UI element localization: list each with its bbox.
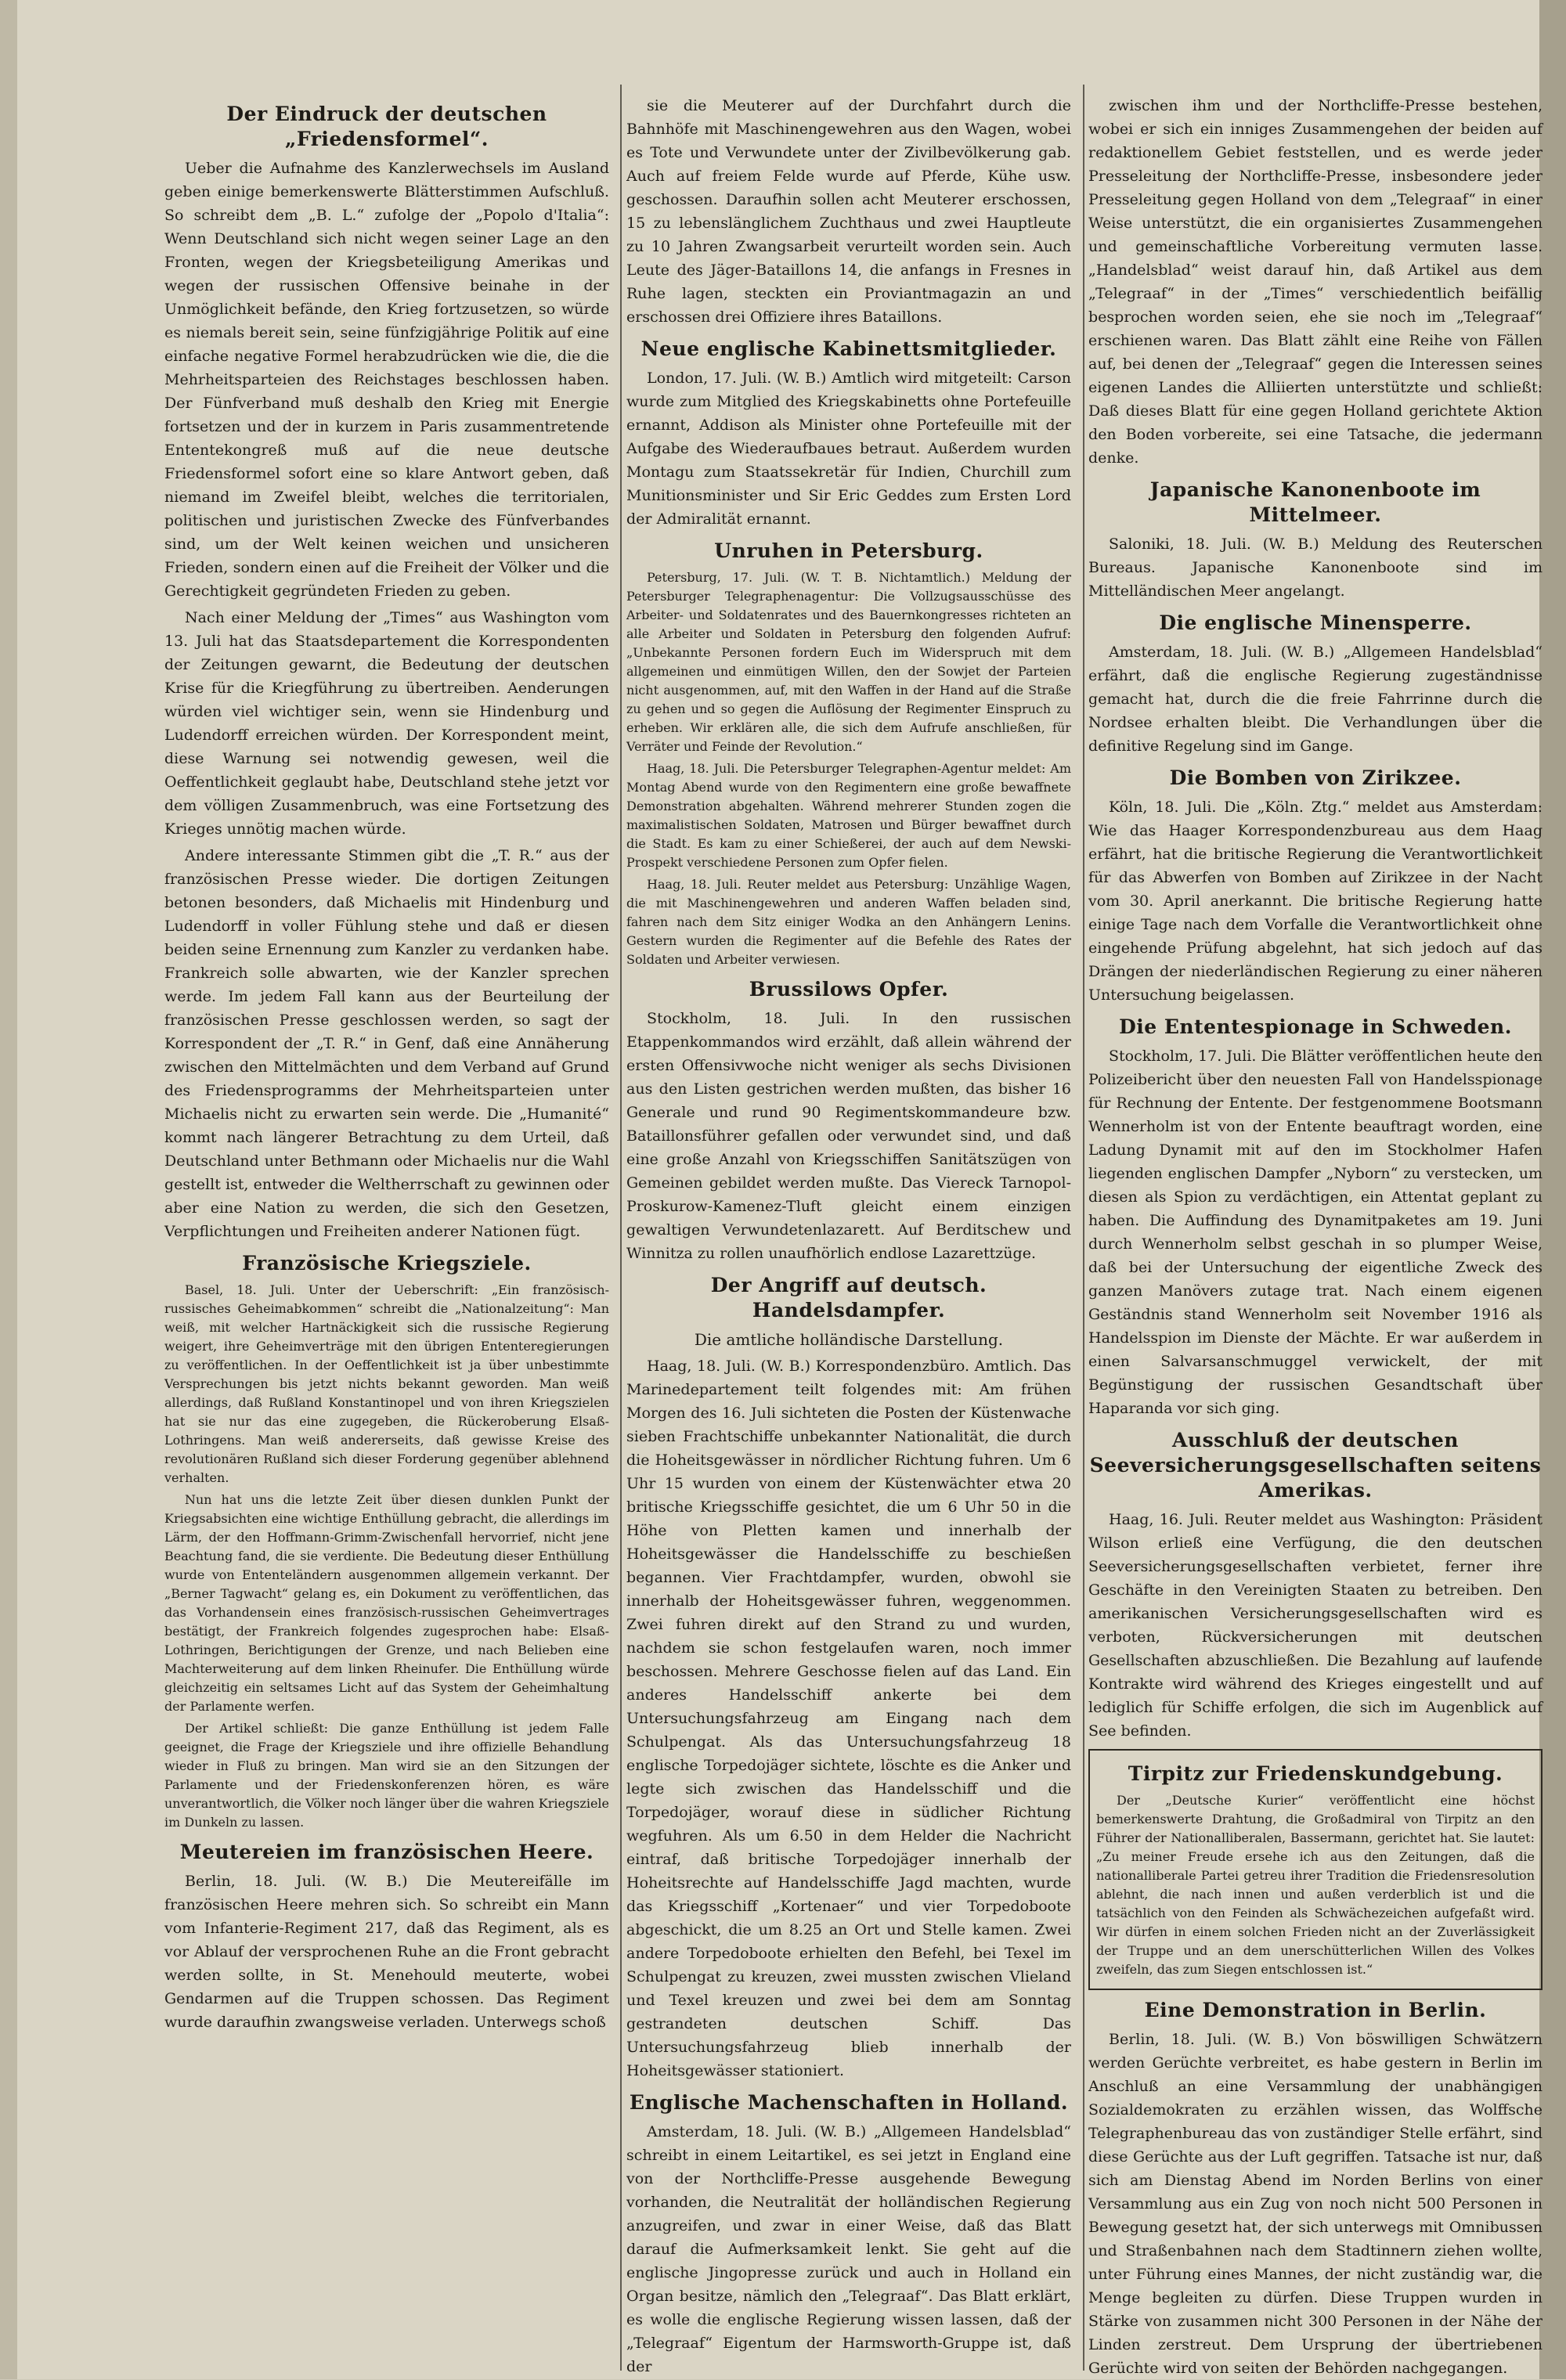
article-paragraph: Köln, 18. Juli. Die „Köln. Ztg.“ meldet aus Amsterdam: Wie das Haager Korrespondenzbureau aus dem Haag erfährt, hat die britische Regierung die Verantwortlichkeit für das Abwerfen von Bomben auf Zirikzee in der Nacht vom 30. April anerkannt. Die britische Regierung hatte einige Tage nach dem Vorfalle die Verantwortlichkeit ohne eingehende Prüfung abgelehnt, hat sich jedoch auf das Drängen der niederländischen Regierung zu einer näheren Untersuchung beigelassen.: [1088, 799, 1543, 1004]
article-paragraph: Stockholm, 17. Juli. Die Blätter veröffentlichen heute den Polizeibericht über den neuesten Fall von Handelsspionage für Rechnung der Entente. Der festgenommene Bootsmann Wennerholm ist von der Entente beauftragt worden, eine Ladung Dynamit mit auf den im Stockholmer Hafen liegenden englischen Dampfer „Nyborn“ zu verstecken, um diesen als Spion zu verdächtigen, ein Attentat geplant zu haben. Die Auffindung des Dynamitpaketes am 19. Juni durch Wennerholm selbst geschah in so plumper Weise, daß bei der Untersuchung der eigentliche Zweck des ganzen Manövers zutage trat. Nach einem eigenen Geständnis stand Wennerholm seit November 1916 als Handelsspion im Dienste der Mächte. Er war außerdem in einen Salvarsanschmuggel verwickelt, der mit Begünstigung der russischen Gesandtschaft über Haparanda vor sich ging.: [1088, 1048, 1543, 1417]
page-edge-right: [1539, 0, 1566, 2379]
article-paragraph: Amsterdam, 18. Juli. (W. B.) „Allgemeen Handelsblad“ schreibt in einem Leitartikel, es sei jetzt in England eine von der Northcliffe-Presse ausgehende Bewegung vorhanden, die Neutralität der holländischen Regierung anzugreifen, und zwar in einer Weise, daß das Blatt darauf die Aufmerksamkeit lenkt. Sie geht auf die englische Jingopresse zurück und auch in Holland ein Organ besitze, nämlich den „Telegraaf“. Das Blatt erklärt, es wolle die englische Regierung wissen lassen, daß der „Telegraaf“ Eigentum der Harmsworth-Gruppe ist, daß der: [626, 2123, 1071, 2375]
article-paragraph: Haag, 16. Juli. Reuter meldet aus Washington: Präsident Wilson erließ eine Verfügung, die den deutschen Seeversicherungsgesellschaften verbietet, ferner ihre Geschäfte in den Vereinigten Staaten zu betreiben. Den amerikanischen Versicherungsgesellschaften wird es verboten, Rückversicherungen mit deutschen Gesellschaften abzuschließen. Die Bezahlung auf laufende Kontrakte wird während des Krieges eingestellt und auf lediglich für Schiffe erfolgen, die sich im Augenblick auf See befinden.: [1088, 1511, 1543, 1740]
article-paragraph: London, 17. Juli. (W. B.) Amtlich wird mitgeteilt: Carson wurde zum Mitglied des Kriegskabinetts ohne Portefeuille ernannt, Addison als Minister ohne Portefeuille mit der Aufgabe des Wiederaufbaues betraut. Außerdem wurden Montagu zum Staatssekretär für Indien, Churchill zum Munitionsminister und Sir Eric Geddes zum Ersten Lord der Admiralität ernannt.: [626, 370, 1071, 528]
article-paragraph: zwischen ihm und der Northcliffe-Presse bestehen, wobei er sich ein inniges Zusammengehen der beiden auf redaktionellem Gebiet feststellen, und es werde jeder Presseleitung der Northcliffe-Presse, insbesondere jeder Presseleitung gegen Holland von dem „Telegraaf“ in einer Weise unterstützt, die ein organisiertes Zusammengehen und gemeinschaftliche Vorbereitung vermuten lasse. „Handelsblad“ weist darauf hin, daß Artikel aus dem „Telegraaf“ in der „Times“ verschiedentlich beifällig besprochen worden seien, ehe sie noch im „Telegraaf“ erschienen waren. Das Blatt zählt eine Reihe von Fällen auf, bei denen der „Telegraaf“ gegen die Interessen seines eigenen Landes die Alliierten unterstützte und schließt: Daß dieses Blatt für eine gegen Holland gerichtete Aktion den Boden vorbereite, sei eine Tatsache, die jedermann denke.: [1088, 97, 1543, 467]
article-headline: Japanische Kanonenboote im Mittelmeer.: [1149, 478, 1481, 526]
article-paragraph: Der Artikel schließt: Die ganze Enthüllung ist jedem Falle geeignet, die Frage der Kriegsziele und ihre offizielle Behandlung wieder in Fluß zu bringen. Man wird sie an den Sitzungen der Parlamente und der Friedenskonferenzen hören, es wäre unverantwortlich, die Völker noch länger über die wahren Kriegsziele im Dunkeln zu lassen.: [164, 1721, 609, 1830]
column-3: [1088, 94, 1543, 2377]
article-paragraph: Amsterdam, 18. Juli. (W. B.) „Allgemeen Handelsblad“ erfährt, daß die englische Regierung zugeständnisse gemacht hat, durch die die freie Fahrrinne durch die Nordsee erhalten bleibt. Die Verhandlungen über die definitive Regelung sind im Gange.: [1088, 644, 1543, 755]
article-paragraph: Andere interessante Stimmen gibt die „T. R.“ aus der französischen Presse wieder. Die dortigen Zeitungen betonen besonders, daß Michaelis mit Hindenburg und Ludendorff in voller Fühlung stehe und daß er diesen beiden seine Ernennung zum Kanzler zu verdanken habe. Frankreich solle abwarten, wie der Kanzler sprechen werde. Im jedem Fall kann aus der Beurteilung der französischen Presse geschlossen werden, so sagt der Korrespondent der „T. R.“ in Genf, daß eine Annäherung zwischen den Mittelmächten und dem Verband auf Grund des Friedensprogramms der Mehrheitsparteien unter Michaelis nicht zu erwarten sein werde. Die „Humanité“ kommt nach längerer Betrachtung zu dem Urteil, daß Deutschland unter Bethmann oder Michaelis nur die Wahl gestellt ist, entweder die Weltherrschaft zu gewinnen oder aber eine Nation zu werden, die sich den Gesetzen, Verpflichtungen und Freiheiten anderer Nationen fügt.: [164, 847, 609, 1240]
article-paragraph: Petersburg, 17. Juli. (W. T. B. Nichtamtlich.) Meldung der Petersburger Telegraphenagentur: Die Vollzugsausschüsse des Arbeiter- und Soldatenrates und des Bauernkongresses richteten an alle Arbeiter und Soldaten in Petersburg den folgenden Aufruf: „Unbekannte Personen fordern Euch im Widerspruch mit dem allgemeinen und einmütigen Willen, den der Sowjet der Parteien nicht ausgenommen, auf, mit den Waffen in der Hand auf die Straße zu gehen und so gegen die Auflösung der Regimenter Einspruch zu erheben. Wir erklären alle, die sich dem Aufrufe anschließen, für Verräter und Feinde der Revolution.“: [626, 570, 1071, 754]
article-headline: Der Eindruck der deutschen „Friedensformel“.: [226, 103, 547, 150]
article-headline: Englische Machenschaften in Holland.: [629, 2091, 1069, 2114]
article-headline: Unruhen in Petersburg.: [714, 539, 983, 562]
column-2: [626, 94, 1071, 2375]
article-paragraph: Nach einer Meldung der „Times“ aus Washington vom 13. Juli hat das Staatsdepartement die Korrespondenten der Zeitungen gewarnt, die Bedeutung der deutschen Krise für die Kriegführung zu übertreiben. Aenderungen würden viel wichtiger sein, wenn sie Hindenburg und Ludendorff erreichen würden. Der Korrespondent meint, diese Warnung sei notwendig gewesen, weil die Oeffentlichkeit geglaubt habe, Deutschland stehe jetzt vor dem völligen Zusammenbruch, was eine Fortsetzung des Krieges unnötig machen würde.: [164, 609, 609, 838]
article-headline: Französische Kriegsziele.: [242, 1252, 532, 1275]
article-paragraph: Nun hat uns die letzte Zeit über diesen dunklen Punkt der Kriegsabsichten eine wichtige Enthüllung gebracht, die allerdings im Lärm, der den Hoffmann-Grimm-Zwischenfall hervorrief, nicht jene Beachtung fand, die sie verdiente. Die Bedeutung dieser Enthüllung wurde von Ententeländern ausgenommen allgemein verkannt. Der „Berner Tagwacht“ gelang es, ein Dokument zu veröffentlichen, das das Vorhandensein eines französisch-russischen Geheimvertrages bestätigt, der Frankreich folgendes zugesprochen habe: Elsaß-Lothringen, Berichtigungen der Grenze, und nach Belieben eine Machterweiterung auf dem linken Rheinufer. Die Enthüllung würde gleichzeitig ein seltsames Licht auf das System der Geheimhaltung der Parlamente werfen.: [164, 1492, 609, 1714]
article-headline: Die englische Minensperre.: [1159, 611, 1472, 634]
article-headline: Meutereien im französischen Heere.: [179, 1841, 594, 1863]
article-headline: Die Bomben von Zirikzee.: [1169, 766, 1462, 789]
article-paragraph: Haag, 18. Juli. Reuter meldet aus Petersburg: Unzählige Wagen, die mit Maschinengewehren und anderen Waffen beladen sind, fahren nach dem Sitz einiger Wodka an den Anhängern Lenins. Gestern wurden die Regimenter auf die Befehle des Rates der Soldaten und Arbeiter verwiesen.: [626, 877, 1071, 967]
column-1: [164, 94, 609, 2364]
page-edge-left: [0, 0, 17, 2379]
article-subheadline: Die amtliche holländische Darstellung.: [694, 1330, 1004, 1349]
article-paragraph: sie die Meuterer auf der Durchfahrt durch die Bahnhöfe mit Maschinengewehren aus den Wagen, wobei es Tote und Verwundete unter der Zivilbevölkerung gab. Auch auf freiem Felde wurde auf Pferde, Kühe usw. geschossen. Daraufhin sollen acht Meuterer erschossen, 15 zu lebenslänglichem Zuchthaus und zwei Hauptleute zu 10 Jahren Zwangsarbeit verurteilt worden sein. Auch Leute des Jäger-Bataillons 14, die anfangs in Fresnes in Ruhe lagen, steckten ein Proviantmagazin an und erschossen drei Offiziere ihres Bataillons.: [626, 97, 1071, 326]
article-headline: Neue englische Kabinettsmitglieder.: [640, 337, 1057, 360]
article-paragraph: Stockholm, 18. Juli. In den russischen Etappenkommandos wird erzählt, daß allein während der ersten Offensivwoche nicht weniger als sechs Divisionen aus den Listen gestrichen werden mußten, das bisher 16 Generale und rund 90 Regimentskommandeure bzw. Bataillonsführer gefallen oder verwundet sind, und daß eine große Anzahl von Kriegsschiffen Sanitätszügen von Gemeinen gebildet werden mußte. Das Viereck Tarnopol-Proskurow-Kamenez-Tluft gleicht einem einzigen gewaltigen Verwundetenlazarett. Auf Berditschew und Winnitza zu rollen unaufhörlich endlose Lazarettzüge.: [626, 1010, 1071, 1262]
article-paragraph: Saloniki, 18. Juli. (W. B.) Meldung des Reuterschen Bureaus. Japanische Kanonenboote sind im Mittelländischen Meer angelangt.: [1088, 536, 1543, 600]
article-paragraph: Der „Deutsche Kurier“ veröffentlicht eine höchst bemerkenswerte Drahtung, die Großadmiral von Tirpitz an den Führer der Nationalliberalen, Bassermann, gerichtet hat. Sie lautet: „Zu meiner Freude ersehe ich aus den Zeitungen, daß die nationalliberale Partei getreu ihrer Tradition die Friedensresolution ablehnt, die nach innen und außen verderblich ist und die tatsächlich von den Feinden als Schwächezeichen aufgefaßt wird. Wir dürfen in einem solchen Frieden nicht an der Zuverlässigkeit der Truppe und an dem unerschütterlichen Willen des Volkes zweifeln, das zum Siegen entschlossen ist.“: [1096, 1793, 1535, 1977]
column-rule: [620, 85, 622, 2371]
article-paragraph: Haag, 18. Juli. (W. B.) Korrespondenzbüro. Amtlich. Das Marinedepartement teilt folgendes mit: Am frühen Morgen des 16. Juli sichteten die Posten der Küstenwache sieben Frachtschiffe unbekannter Nationalität, die durch die Hoheitsgewässer in nördlicher Richtung fuhren. Um 6 Uhr 15 wurden von einem der Küstenwächter etwa 20 britische Kriegsschiffe gesichtet, die um 6 Uhr 50 in die Höhe von Pletten kamen und innerhalb der Hoheitsgewässer die Handelsschiffe zu beschießen begannen. Vier Frachtdampfer, wurden, obwohl sie innerhalb der Hoheitsgewässer fuhren, weggenommen. Zwei fuhren direkt auf den Strand zu und wurden, nachdem sie schon festgelaufen waren, noch immer beschossen. Mehrere Geschosse fielen auf das Land. Ein anderes Handelsschiff ankerte bei dem Untersuchungsfahrzeug am Eingang nach dem Schulpengat. Als das Untersuchungsfahrzeug 18 englische Torpedojäger sichtete, löschte es die Anker und legte sich zwischen das Handelsschiff und die Torpedojäger, worauf diese in südlicher Richtung wegfuhren. Als um 6.50 in dem Helder die Nachricht eintraf, daß britische Torpedojäger innerhalb der Hoheitsrechte auf Handelsschiffe Jagd machten, wurde das Kriegsschiff „Kortenaer“ und vier Torpedoboote abgeschickt, die um 8.25 an Ort und Stelle kamen. Zwei andere Torpedoboote erhielten den Befehl, bei Texel im Schulpengat zu kreuzen, zwei mussten zwischen Vlieland und Texel kreuzen und zwei bei dem am Sonntag gestrandeten deutschen Schiff. Das Untersuchungsfahrzeug blieb innerhalb der Hoheitsgewässer stationiert.: [626, 1358, 1071, 2079]
article-headline: Eine Demonstration in Berlin.: [1144, 1999, 1487, 2021]
article-paragraph: Ueber die Aufnahme des Kanzlerwechsels im Ausland geben einige bemerkenswerte Blätterstimmen Aufschluß. So schreibt dem „B. L.“ zufolge der „Popolo d'Italia“: Wenn Deutschland sich nicht wegen seiner Lage an den Fronten, wegen der Kriegsbeteiligung Amerikas und wegen der russischen Offensive beinahe in der Unmöglichkeit befände, den Krieg fortzusetzen, so würde es niemals bereit sein, seine fünfzigjährige Politik auf eine einfache negative Formel herabzudrücken wie die, die die Mehrheitsparteien des Reichstages beschlossen haben. Der Fünfverband muß deshalb den Krieg mit Energie fortsetzen und der in kurzem in Paris zusammentretende Ententekongreß muß auf die neue deutsche Friedensformel sofort eine so klare Antwort geben, daß niemand im Zweifel bleibt, welches die territorialen, politischen und juristischen Zwecke des Fünfverbandes sind, um der Welt keinen weichen und unsicheren Frieden, sondern einen auf die Freiheit der Völker und die Gerechtigkeit gegründeten Frieden zu geben.: [164, 160, 609, 600]
boxed-article: [1088, 1749, 1543, 1990]
article-headline: Die Ententespionage in Schweden.: [1119, 1015, 1512, 1038]
article-paragraph: Berlin, 18. Juli. (W. B.) Die Meutereifälle im französischen Heere mehren sich. So schreibt ein Mann vom Infanterie-Regiment 217, daß das Regiment, als es vor Ablauf der versprochenen Ruhe an die Front gebracht werden sollte, in St. Menehould meuterte, wobei Gendarmen auf die Truppen schossen. Das Regiment wurde daraufhin zwangsweise verladen. Unterwegs schoß: [164, 1873, 609, 2031]
article-headline: Ausschluß der deutschen Seeversicherungsgesellschaften seitens Amerikas.: [1089, 1429, 1542, 1502]
article-paragraph: Haag, 18. Juli. Die Petersburger Telegraphen-Agentur meldet: Am Montag Abend wurde von den Regimentern eine große bewaffnete Demonstration abgehalten. Während mehrerer Stunden zogen die maximalistischen Soldaten, Matrosen und Bürger bewaffnet durch die Stadt. Es kam zu einer Schießerei, der auch auf dem Newski-Prospekt verschiedene Personen zum Opfer fielen.: [626, 761, 1071, 870]
article-headline: Tirpitz zur Friedenskundgebung.: [1128, 1762, 1503, 1785]
article-paragraph: Basel, 18. Juli. Unter der Ueberschrift: „Ein französisch-russisches Geheimabkommen“ schreibt die „Nationalzeitung“: Man weiß, mit welcher Hartnäckigkeit sich die russische Regierung weigert, ihre Geheimverträge mit den übrigen Ententeregierungen zu veröffentlichen. In der Oeffentlichkeit ist ja über unbestimmte Versprechungen bis jetzt nichts bekannt geworden. Man weiß allerdings, daß Rußland Konstantinopel und von ihren Kriegszielen hat sie nur das eine zugegeben, die Rückeroberung Elsaß-Lothringens. Man weiß andererseits, daß gewisse Kreise des revolutionären Rußland sich dieser Forderung gegenüber ablehnend verhalten.: [164, 1282, 609, 1485]
article-paragraph: Berlin, 18. Juli. (W. B.) Von böswilligen Schwätzern werden Gerüchte verbreitet, es habe gestern in Berlin im Anschluß an eine Versammlung der unabhängigen Sozialdemokraten zu erzählen wissen, das Wolffsche Telegraphenbureau das von zuständiger Stelle erfährt, sind diese Gerüchte aus der Luft gegriffen. Tatsache ist nur, daß sich am Dienstag Abend im Norden Berlins von einer Versammlung aus ein Zug von noch nicht 500 Personen in Bewegung gesetzt hat, der sich unterwegs mit Omnibussen und Straßenbahnen nach dem Stadtinnern ziehen wollte, unter Führung eines Mannes, der nicht zuständig war, die Menge begleiten zu dürfen. Diese Truppen wurden in Stärke von zusammen nicht 300 Personen in der Nähe der Linden zerstreut. Dem Ursprung der übertriebenen Gerüchte wird von seiten der Behörden nachgegangen.: [1088, 2031, 1543, 2377]
column-rule: [1083, 85, 1084, 2371]
article-headline: Der Angriff auf deutsch. Handelsdampfer.: [710, 1274, 987, 1322]
article-headline: Brussilows Opfer.: [749, 978, 949, 1001]
